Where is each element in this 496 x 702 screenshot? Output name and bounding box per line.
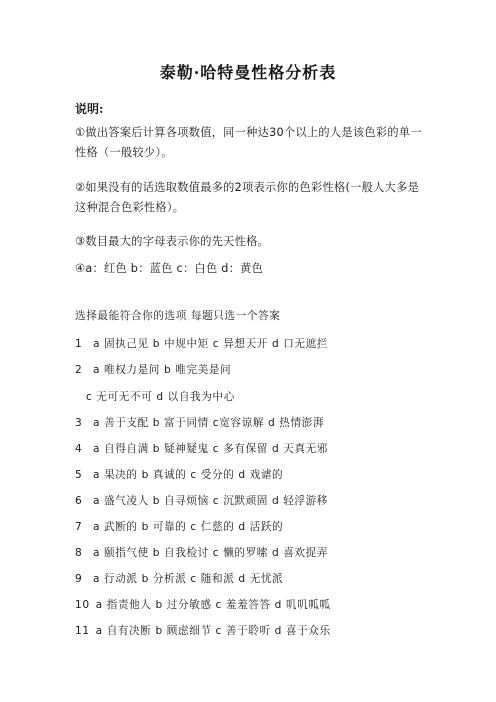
question-options: a 固执己见 b 中规中矩 c 异想天开 d 口无遮拦	[92, 338, 329, 350]
question-line-continued	[86, 389, 235, 404]
question-number: 3	[75, 417, 83, 429]
instruction-paragraph-4: ④a：红色 b：蓝色 c：白色 d：黄色	[75, 262, 264, 275]
instruction-paragraph-1: ①做出答案后计算各项数值，同一种达30个以上的人是该色彩的单一性格（一般较少）。	[75, 126, 422, 159]
question-number: 5	[75, 469, 83, 481]
question-line	[75, 545, 328, 560]
question-options: a 盛气凌人 b 自寻烦恼 c 沉默顽固 d 轻浮游移	[92, 495, 329, 507]
question-line	[75, 362, 231, 377]
instruction-paragraph-2: ②如果没有的话选取数值最多的2项表示你的色彩性格(一般人大多是这种混合色彩性格）。	[75, 181, 420, 214]
question-options: a 自得自满 b 疑神疑鬼 c 多有保留 d 天真无邪	[92, 443, 329, 455]
question-line	[75, 571, 283, 586]
question-number: 8	[75, 547, 83, 559]
question-line	[75, 597, 331, 612]
question-number: 10	[75, 599, 90, 611]
question-number: 6	[75, 495, 83, 507]
question-number: 4	[75, 443, 83, 455]
question-number: 9	[75, 573, 83, 585]
question-line	[75, 467, 283, 482]
question-options: a 行动派 b 分析派 c 随和派 d 无忧派	[92, 573, 284, 585]
question-number: 7	[75, 521, 83, 533]
question-options: a 颐指气使 b 自我检讨 c 懒的罗嗦 d 喜欢捉弄	[92, 547, 329, 559]
question-line	[75, 415, 324, 430]
question-line	[75, 519, 283, 534]
instructions-heading: 说明:	[75, 102, 104, 116]
page-title: 泰勒·哈特曼性格分析表	[159, 63, 337, 82]
instruction-paragraph-3: ③数目最大的字母表示你的先天性格。	[75, 235, 270, 248]
question-options: a 果决的 b 真诚的 c 受分的 d 戏谑的	[92, 469, 284, 481]
question-line	[75, 623, 331, 638]
answer-prompt: 选择最能符合你的选项 每题只选一个答案	[75, 310, 281, 322]
question-options: a 指责他人 b 过分敏感 c 羞羞答答 d 叽叽呱呱	[95, 599, 331, 611]
question-number: 1	[75, 338, 83, 350]
question-options: c 无可无不可 d 以自我为中心	[86, 391, 235, 403]
question-line	[75, 493, 328, 508]
question-options: a 善于支配 b 富于同情 c宽容谅解 d 热情澎湃	[92, 417, 325, 429]
question-line	[75, 336, 328, 351]
question-line	[75, 441, 328, 456]
question-options: a 自有决断 b 顾虑细节 c 善于聆听 d 喜于众乐	[95, 625, 331, 637]
question-number: 2	[75, 364, 83, 376]
question-number: 11	[75, 625, 90, 637]
question-options: a 唯权力是问 b 唯完美是问	[92, 364, 232, 376]
question-options: a 武断的 b 可靠的 c 仁慈的 d 活跃的	[92, 521, 284, 533]
